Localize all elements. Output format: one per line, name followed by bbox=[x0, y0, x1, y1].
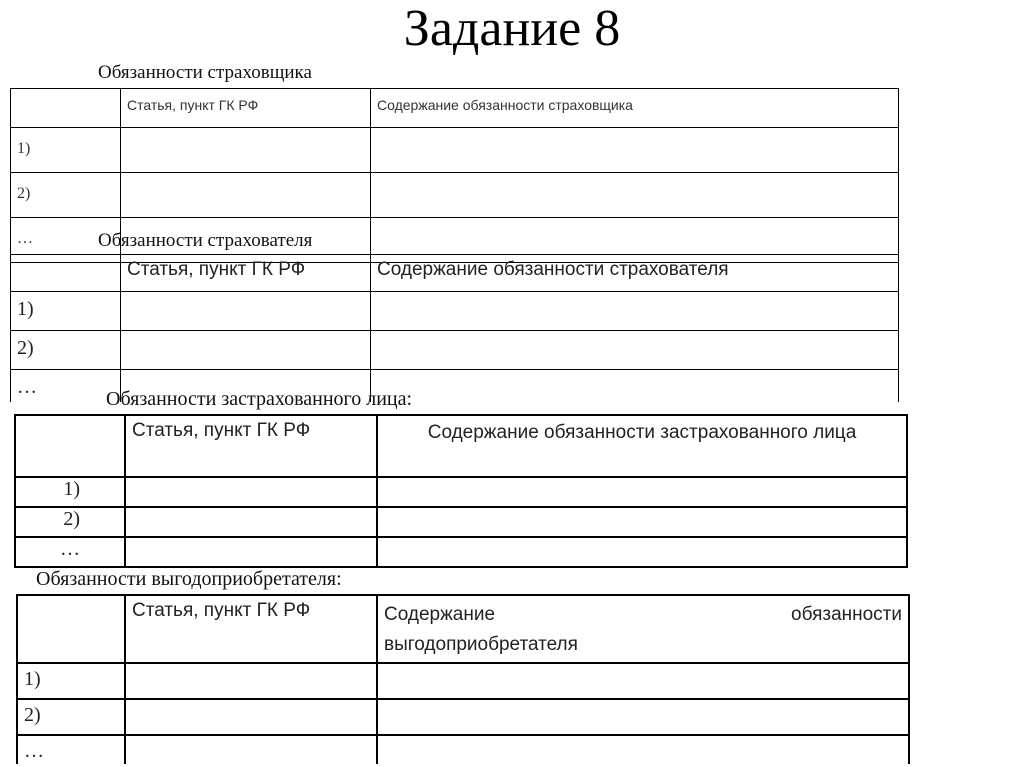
content-cell bbox=[377, 735, 909, 764]
article-cell bbox=[125, 699, 377, 735]
content-cell bbox=[377, 537, 907, 567]
table-caption: Обязанности страховщика bbox=[98, 62, 312, 83]
table-caption: Обязанности застрахованного лица: bbox=[106, 388, 413, 410]
table-header-row bbox=[17, 595, 909, 663]
header-word: обязанности bbox=[791, 604, 902, 625]
table-header-row bbox=[11, 89, 899, 128]
header-cell-number bbox=[15, 415, 125, 477]
beneficiary-duties-table bbox=[16, 594, 910, 764]
header-cell-number bbox=[17, 595, 125, 663]
header-cell-content bbox=[377, 595, 909, 663]
row-number-cell: … bbox=[11, 218, 121, 263]
article-cell bbox=[121, 128, 371, 173]
article-cell bbox=[125, 477, 377, 507]
table-caption: Обязанности страхователя bbox=[98, 230, 313, 251]
header-cell-article: Статья, пункт ГК РФ bbox=[125, 415, 377, 477]
row-number-cell: … bbox=[15, 537, 125, 567]
article-cell bbox=[125, 735, 377, 764]
row-number-cell: 2) bbox=[17, 699, 125, 735]
table-caption: Обязанности выгодоприобретателя: bbox=[36, 568, 342, 590]
row-number-cell: … bbox=[17, 735, 125, 764]
header-cell-number bbox=[11, 89, 121, 128]
header-cell-article: Статья, пункт ГК РФ bbox=[125, 595, 377, 663]
row-number-cell: 2) bbox=[11, 173, 121, 218]
content-cell bbox=[371, 173, 899, 218]
row-number-cell: 2) bbox=[11, 331, 121, 370]
table-header-row bbox=[11, 255, 899, 292]
insured-person-duties-table bbox=[14, 414, 908, 568]
header-cell-content: Содержание обязанности застрахованного лица bbox=[377, 415, 907, 477]
table-row bbox=[11, 331, 899, 370]
row-number-cell: 2) bbox=[15, 507, 125, 537]
row-number-cell: … bbox=[11, 370, 121, 403]
header-word: выгодоприобретателя bbox=[384, 634, 578, 655]
policyholder-duties-table bbox=[10, 254, 899, 402]
content-cell bbox=[377, 507, 907, 537]
article-cell bbox=[121, 292, 371, 331]
table-row bbox=[11, 173, 899, 218]
table-row bbox=[11, 292, 899, 331]
header-content-line bbox=[384, 600, 902, 630]
table-row bbox=[15, 537, 907, 567]
header-cell-article: Статья, пункт ГК РФ bbox=[121, 89, 371, 128]
header-cell-number bbox=[11, 255, 121, 292]
header-cell-article: Статья, пункт ГК РФ bbox=[121, 255, 371, 292]
header-word: Содержание bbox=[384, 604, 496, 625]
article-cell bbox=[121, 173, 371, 218]
row-number-cell: 1) bbox=[11, 292, 121, 331]
article-cell bbox=[125, 507, 377, 537]
content-cell bbox=[377, 477, 907, 507]
row-number-cell: 1) bbox=[17, 663, 125, 699]
content-cell bbox=[371, 331, 899, 370]
content-cell bbox=[371, 128, 899, 173]
content-cell bbox=[371, 370, 899, 403]
content-cell bbox=[377, 663, 909, 699]
header-cell-content: Содержание обязанности страхователя bbox=[371, 255, 899, 292]
table-row bbox=[11, 128, 899, 173]
header-cell-content: Содержание обязанности страховщика bbox=[371, 89, 899, 128]
article-cell bbox=[125, 663, 377, 699]
page-title: Задание 8 bbox=[403, 0, 621, 57]
content-cell bbox=[371, 292, 899, 331]
table-header-row bbox=[15, 415, 907, 477]
article-cell bbox=[125, 537, 377, 567]
table-row bbox=[15, 477, 907, 507]
article-cell bbox=[121, 331, 371, 370]
table-row bbox=[17, 735, 909, 764]
content-cell bbox=[377, 699, 909, 735]
row-number-cell: 1) bbox=[11, 128, 121, 173]
table-row bbox=[15, 507, 907, 537]
row-number-cell: 1) bbox=[15, 477, 125, 507]
table-row bbox=[17, 699, 909, 735]
table-row bbox=[17, 663, 909, 699]
